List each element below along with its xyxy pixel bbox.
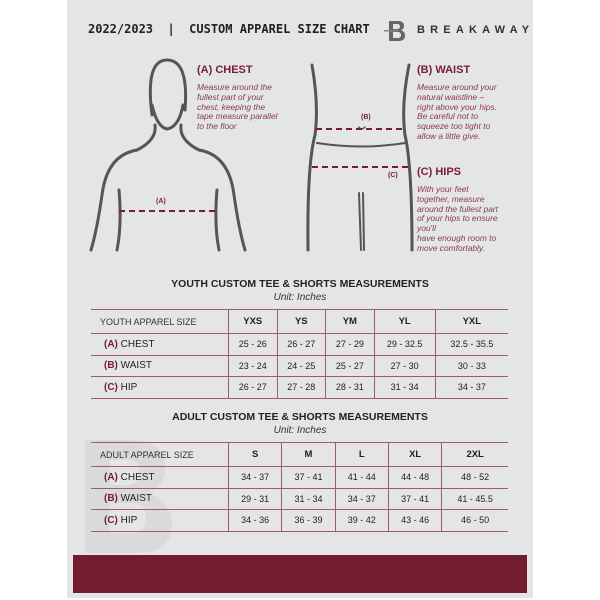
measurement-name: HIP xyxy=(120,381,138,393)
table-header-row xyxy=(91,310,508,334)
measurement-value: 26 - 27 xyxy=(277,334,326,356)
measurement-value: 34 - 37 xyxy=(335,488,388,510)
measurement-value: 26 - 27 xyxy=(229,377,278,399)
measurement-value: 31 - 34 xyxy=(282,488,335,510)
footer-band xyxy=(73,555,527,593)
measurement-code: (B) xyxy=(104,493,118,505)
size-column-header: YM xyxy=(326,310,375,334)
measurement-value: 30 - 33 xyxy=(435,355,508,377)
measurement-label xyxy=(91,467,229,489)
size-column-header: YS xyxy=(277,310,326,334)
breakaway-logo-icon xyxy=(384,19,408,43)
youth-unit: Unit: Inches xyxy=(273,292,327,303)
table-header-row xyxy=(91,443,508,467)
size-column-header: S xyxy=(229,443,282,467)
table-row xyxy=(91,510,508,532)
measurement-name: CHEST xyxy=(120,338,155,350)
hips-heading: (C) HIPS xyxy=(417,166,461,178)
size-column-header: L xyxy=(335,443,388,467)
measurement-value: 34 - 37 xyxy=(229,467,282,489)
row-label-header: ADULT APPAREL SIZE xyxy=(91,443,229,467)
measurement-value: 46 - 50 xyxy=(442,510,508,532)
measurement-value: 43 - 46 xyxy=(388,510,441,532)
table-row xyxy=(91,488,508,510)
measurement-value: 27 - 30 xyxy=(374,355,435,377)
measurement-value: 37 - 41 xyxy=(282,467,335,489)
table-row xyxy=(91,377,508,399)
page-title: 2022/2023 | CUSTOM APPAREL SIZE CHART xyxy=(88,22,370,36)
waist-marker: (B) xyxy=(361,114,371,121)
measurement-label xyxy=(91,355,229,377)
measurement-label xyxy=(91,377,229,399)
measurement-value: 48 - 52 xyxy=(442,467,508,489)
adult-size-table xyxy=(91,442,508,532)
measurement-code: (B) xyxy=(104,360,118,372)
size-column-header: XL xyxy=(388,443,441,467)
measurement-value: 27 - 29 xyxy=(326,334,375,356)
measurement-value: 41 - 44 xyxy=(335,467,388,489)
size-column-header: 2XL xyxy=(442,443,508,467)
measurement-label xyxy=(91,510,229,532)
measurement-value: 25 - 26 xyxy=(229,334,278,356)
waist-heading: (B) WAIST xyxy=(417,64,471,76)
table-row xyxy=(91,355,508,377)
adult-unit: Unit: Inches xyxy=(273,425,327,436)
measurement-value: 34 - 37 xyxy=(435,377,508,399)
size-column-header: M xyxy=(282,443,335,467)
table-row xyxy=(91,467,508,489)
chest-description: Measure around the fullest part of your chest, keeping the tape measure parallel to the floor xyxy=(197,82,278,132)
measurement-value: 23 - 24 xyxy=(229,355,278,377)
size-column-header: YL xyxy=(374,310,435,334)
youth-size-table xyxy=(91,309,508,399)
torso-right xyxy=(404,65,412,250)
measurement-value: 27 - 28 xyxy=(277,377,326,399)
torso-left xyxy=(308,65,317,250)
measurement-value: 28 - 31 xyxy=(326,377,375,399)
measurement-code: (A) xyxy=(104,338,118,350)
youth-table-title: YOUTH CUSTOM TEE & SHORTS MEASUREMENTS xyxy=(171,278,429,290)
size-column-header: YXL xyxy=(435,310,508,334)
measurement-value: 44 - 48 xyxy=(388,467,441,489)
waist-description: Measure around your natural waistline – right above your hips. Be careful not to squeeze too tight to allow a little give. xyxy=(417,82,498,141)
head-outline xyxy=(150,60,185,129)
measurement-value: 32.5 - 35.5 xyxy=(435,334,508,356)
measurement-value: 39 - 42 xyxy=(335,510,388,532)
table-row xyxy=(91,334,508,356)
measurement-value: 37 - 41 xyxy=(388,488,441,510)
measurement-name: CHEST xyxy=(120,471,155,483)
measurement-value: 41 - 45.5 xyxy=(442,488,508,510)
size-column-header: YXS xyxy=(229,310,278,334)
left-shoulder xyxy=(91,125,155,250)
brand-name: BREAKAWAY xyxy=(417,24,535,36)
hips-description: With your feet together, measure around the fullest part of your hips to ensure you'll have enough room to move comfortably. xyxy=(417,184,499,253)
hips-marker: (C) xyxy=(388,172,398,179)
measurement-code: (C) xyxy=(104,514,118,526)
adult-table-title: ADULT CUSTOM TEE & SHORTS MEASUREMENTS xyxy=(172,411,428,423)
measurement-name: WAIST xyxy=(120,493,152,505)
measurement-label xyxy=(91,488,229,510)
measurement-value: 25 - 27 xyxy=(326,355,375,377)
measurement-value: 31 - 34 xyxy=(374,377,435,399)
chest-heading: (A) CHEST xyxy=(197,64,253,76)
measurement-name: WAIST xyxy=(120,360,152,372)
chest-marker: (A) xyxy=(156,198,166,205)
row-label-header: YOUTH APPAREL SIZE xyxy=(91,310,229,334)
measurement-label xyxy=(91,334,229,356)
measurement-value: 36 - 39 xyxy=(282,510,335,532)
measurement-value: 24 - 25 xyxy=(277,355,326,377)
measurement-code: (C) xyxy=(104,381,118,393)
measurement-value: 29 - 31 xyxy=(229,488,282,510)
measurement-code: (A) xyxy=(104,471,118,483)
measurement-value: 34 - 36 xyxy=(229,510,282,532)
measurement-value: 29 - 32.5 xyxy=(374,334,435,356)
measurement-name: HIP xyxy=(120,514,138,526)
right-shoulder xyxy=(181,125,245,250)
